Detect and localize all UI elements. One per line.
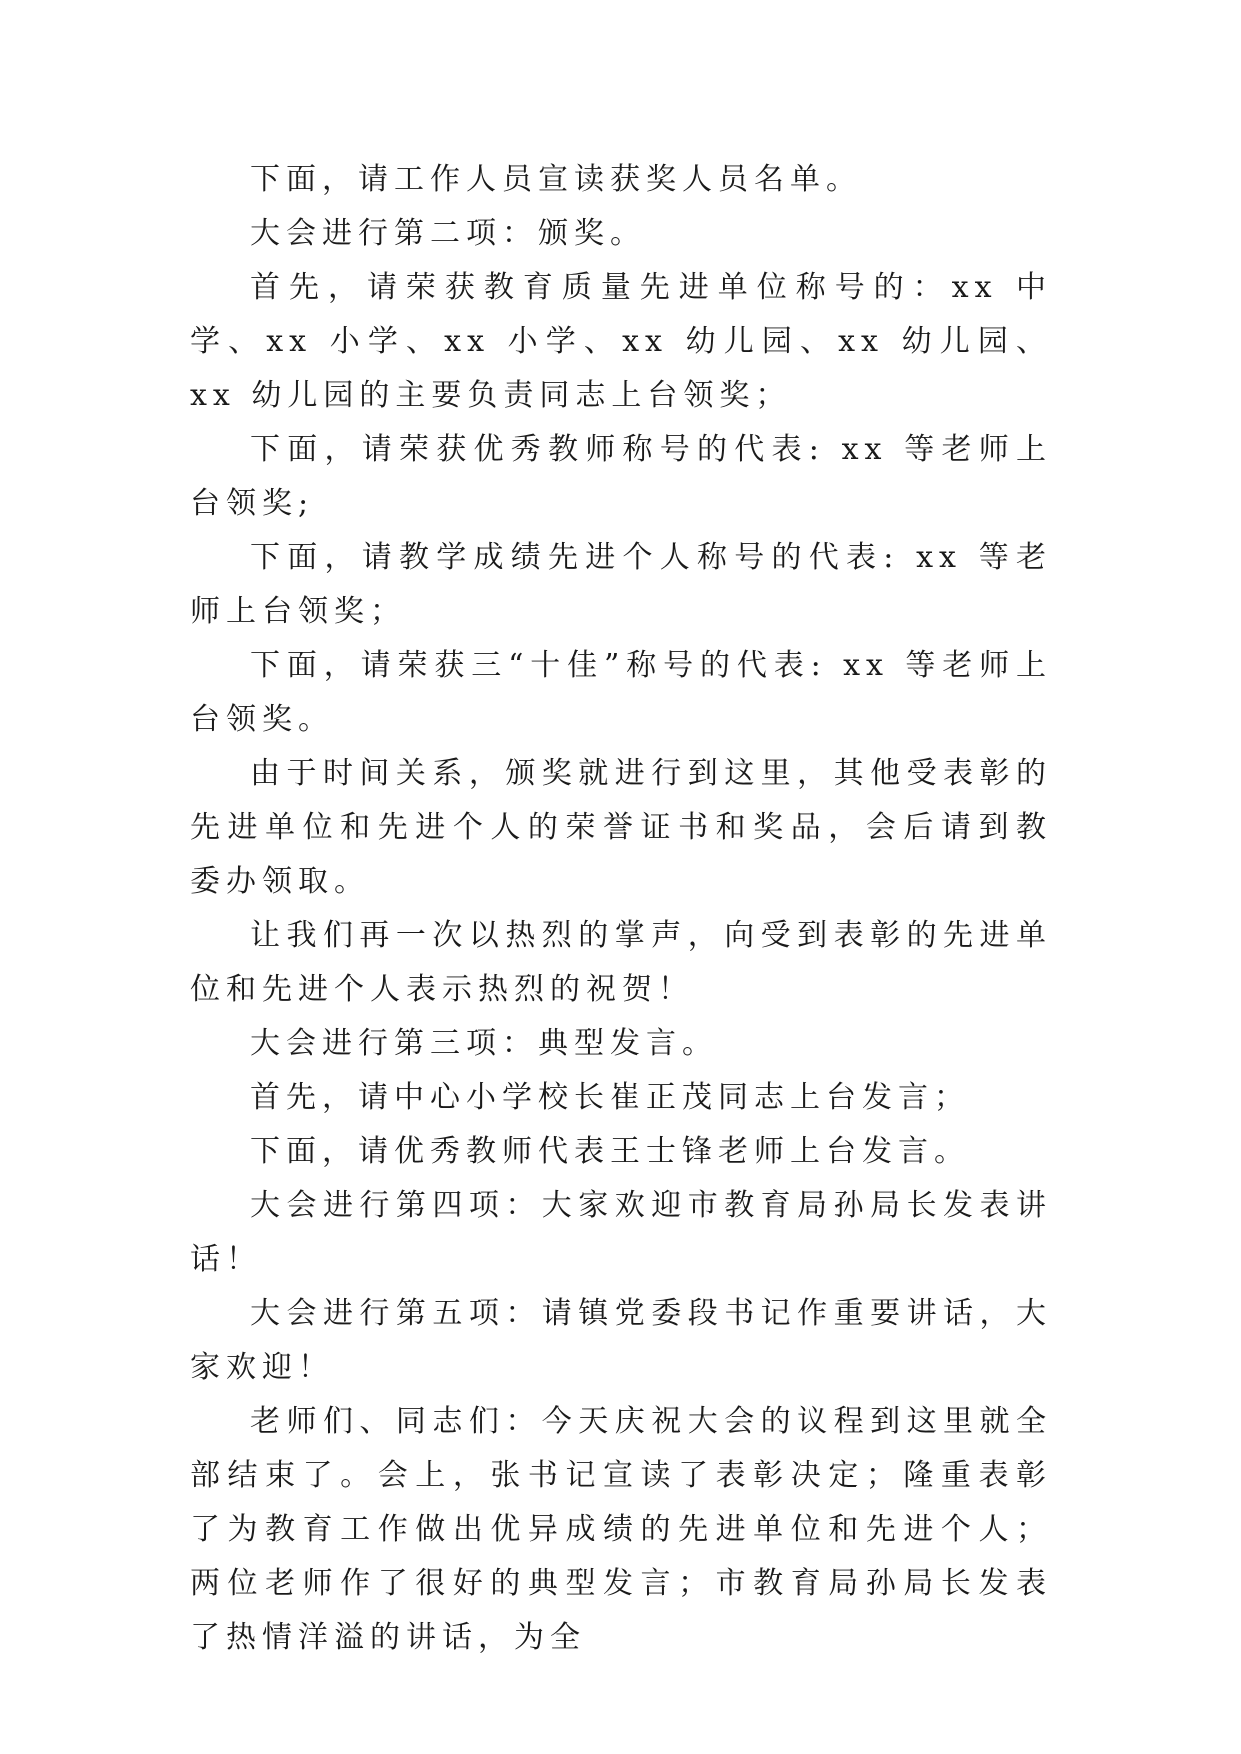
paragraph: 大会进行第二项：颁奖。 [250, 216, 646, 251]
paragraph: 由于时间关系，颁奖就进行到这里，其他受表彰的先进单位和先进个人的荣誉证书和奖品，会后请到教委办领取。 [190, 756, 1052, 899]
paragraph: 下面，请工作人员宣读获奖人员名单。 [250, 162, 862, 197]
paragraph: 让我们再一次以热烈的掌声，向受到表彰的先进单位和先进个人表示热烈的祝贺！ [190, 918, 1052, 1007]
paragraph: 下面，请优秀教师代表王士锋老师上台发言。 [250, 1134, 970, 1169]
paragraph: 下面，请荣获优秀教师称号的代表: xx 等老师上台领奖; [190, 432, 1052, 521]
paragraph: 大会进行第五项：请镇党委段书记作重要讲话，大家欢迎！ [190, 1296, 1052, 1385]
document-body [190, 153, 1052, 1665]
paragraph: 下面，请荣获三“十佳”称号的代表: xx 等老师上台领奖。 [190, 648, 1052, 737]
paragraph: 老师们、同志们：今天庆祝大会的议程到这里就全部结束了。会上，张书记宣读了表彰决定；隆重表彰了为教育工作做出优异成绩的先进单位和先进个人；两位老师作了很好的典型发言；市教育局孙局长发表了热情洋溢的讲话，为全 [190, 1404, 1052, 1655]
paragraph: 大会进行第四项：大家欢迎市教育局孙局长发表讲话！ [190, 1188, 1052, 1277]
paragraph: 下面，请教学成绩先进个人称号的代表: xx 等老师上台领奖； [190, 540, 1052, 629]
paragraph: 首先，请中心小学校长崔正茂同志上台发言； [250, 1080, 970, 1115]
paragraph: 大会进行第三项：典型发言。 [250, 1026, 718, 1061]
paragraph: 首先，请荣获教育质量先进单位称号的：xx 中学、xx 小学、xx 小学、xx 幼儿园、xx 幼儿园、xx 幼儿园的主要负责同志上台领奖； [190, 270, 1052, 413]
